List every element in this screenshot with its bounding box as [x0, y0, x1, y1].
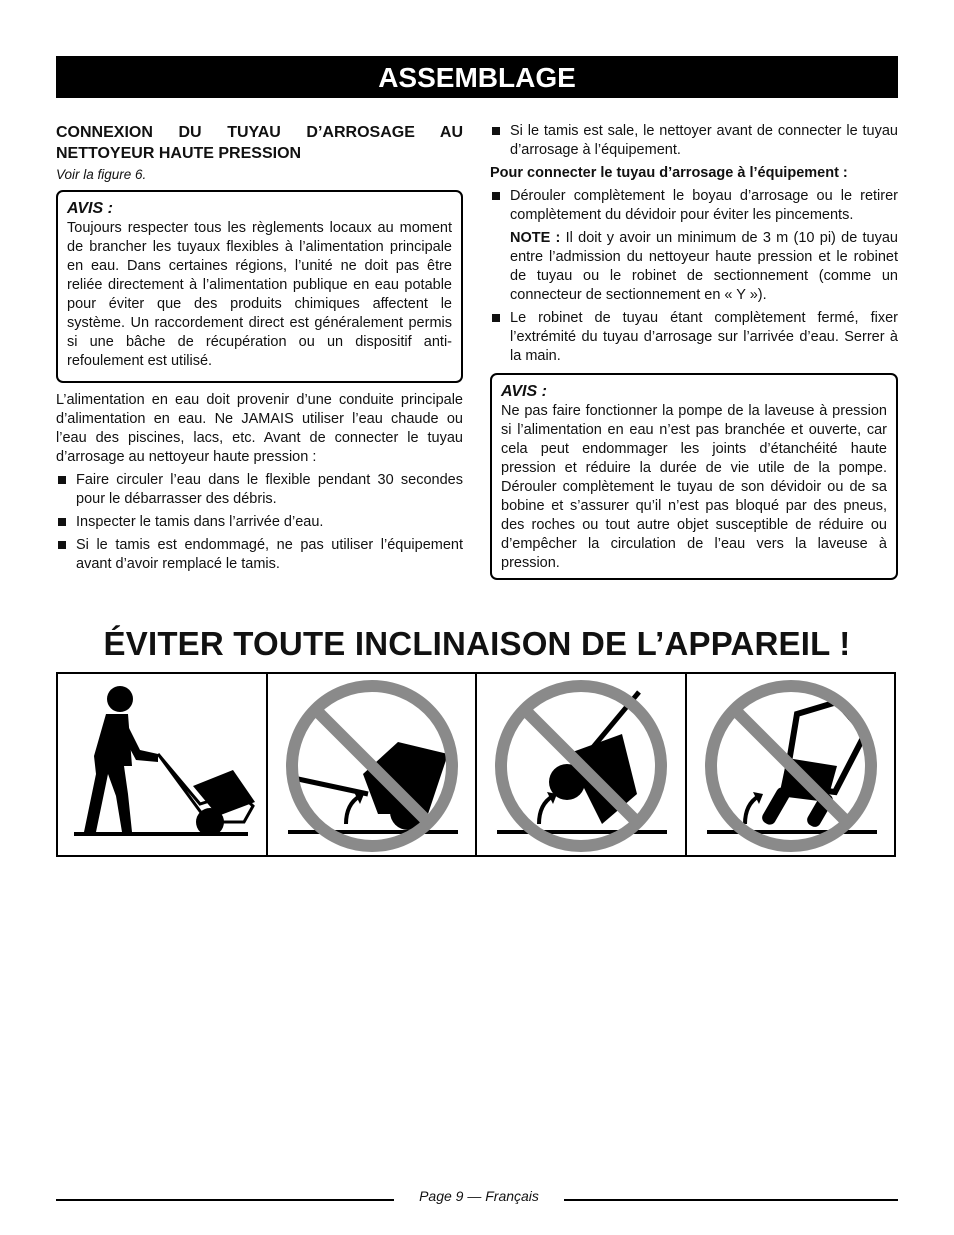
list-item: Faire circuler l’eau dans le flexible pendant 30 secondes pour le débarrasser des débris. — [56, 471, 463, 509]
tilt-warning-title: ÉVITER TOUTE INCLINAISON DE L’APPAREIL ! — [103, 625, 851, 662]
list-item: Dérouler complètement le boyau d’arrosage ou le retirer complètement du dévidoir pour éviter les pincements. — [490, 187, 898, 225]
notice-box-right — [490, 373, 898, 580]
person-pulling-unit-icon — [58, 674, 266, 855]
tilt-illustrations — [56, 672, 896, 857]
notice-text: Toujours respecter tous les règlements locaux au moment de brancher les tuyaux flexibles à l’alimentation principale en eau. Dans certaines régions, l’unité ne doit pas être reliée directement à l’alimentation publique en eau potable pour éviter que des produits chimiques affectent le système. Un raccordement direct est généralement permis si une bâche de récupération ou un dispositif anti-refoulement est utilisé. — [67, 220, 452, 369]
list-item: Si le tamis est endommagé, ne pas utiliser l’équipement avant d’avoir remplacé le tamis. — [56, 536, 463, 574]
list-item: Le robinet de tuyau étant complètement fermé, fixer l’extrémité du tuyau d’arrosage sur l’arrivée d’eau. Serrer à la main. — [490, 309, 898, 366]
page-footer: Page 9 — Français — [419, 1188, 539, 1204]
list-item: Si le tamis est sale, le nettoyer avant de connecter le tuyau d’arrosage à l’équipement. — [490, 122, 898, 160]
notice-title: AVIS : — [501, 383, 547, 400]
notice-title: AVIS : — [67, 200, 113, 217]
water-supply-paragraph: L’alimentation en eau doit provenir d’une conduite principale d’alimentation en eau. Ne JAMAIS utiliser l’eau chaude ou l’eau des piscines, lacs, etc. Avant de connecter le tuyau d’arrosage au nettoyeur haute pression : — [56, 392, 463, 465]
prohibited-tilt-side-illustration — [687, 674, 895, 855]
note-label: NOTE : — [510, 230, 561, 246]
prohibited-tilt-forward-icon — [268, 674, 476, 855]
section-heading: CONNEXION DU TUYAU D’ARROSAGE AU NETTOYEUR HAUTE PRESSION — [56, 124, 463, 162]
correct-handling-illustration — [58, 674, 268, 855]
prohibited-tilt-back-icon — [477, 674, 685, 855]
note-text: Il doit y avoir un minimum de 3 m (10 pi) de tuyau entre l’admission du nettoyeur haute pression et le robinet de tuyau ou le robinet de sectionnement (comme un connecteur de sectionnement en « Y »). — [510, 230, 898, 303]
section-banner: ASSEMBLAGE — [56, 56, 898, 98]
prohibited-tilt-forward-illustration — [268, 674, 478, 855]
notice-box-left — [56, 190, 463, 383]
note-paragraph — [490, 229, 898, 305]
prohibited-tilt-side-icon — [687, 674, 895, 855]
list-item: Inspecter le tamis dans l’arrivée d’eau. — [56, 513, 463, 532]
left-column — [56, 122, 463, 574]
notice-text: Ne pas faire fonctionner la pompe de la laveuse à pression si l’alimentation en eau n’est pas branchée et ouverte, car cela peut endommager les joints d’étanchéité haute pression et réduire la durée de vie utile de la pompe. Dérouler complètement le tuyau de son dévidoir ou de sa bobine et s’assurer qu’il n’est pas bloqué par des pneus, des roches ou tout autre objet susceptible de réduire ou d’empêcher la circulation de l’eau vers la laveuse à pression. — [501, 403, 887, 571]
figure-reference: Voir la figure 6. — [56, 167, 147, 182]
right-column — [490, 122, 898, 580]
prohibited-tilt-back-illustration — [477, 674, 687, 855]
footer-rule-left — [56, 1199, 394, 1201]
connect-subheading: Pour connecter le tuyau d’arrosage à l’équipement : — [490, 165, 848, 181]
footer-rule-right — [564, 1199, 898, 1201]
